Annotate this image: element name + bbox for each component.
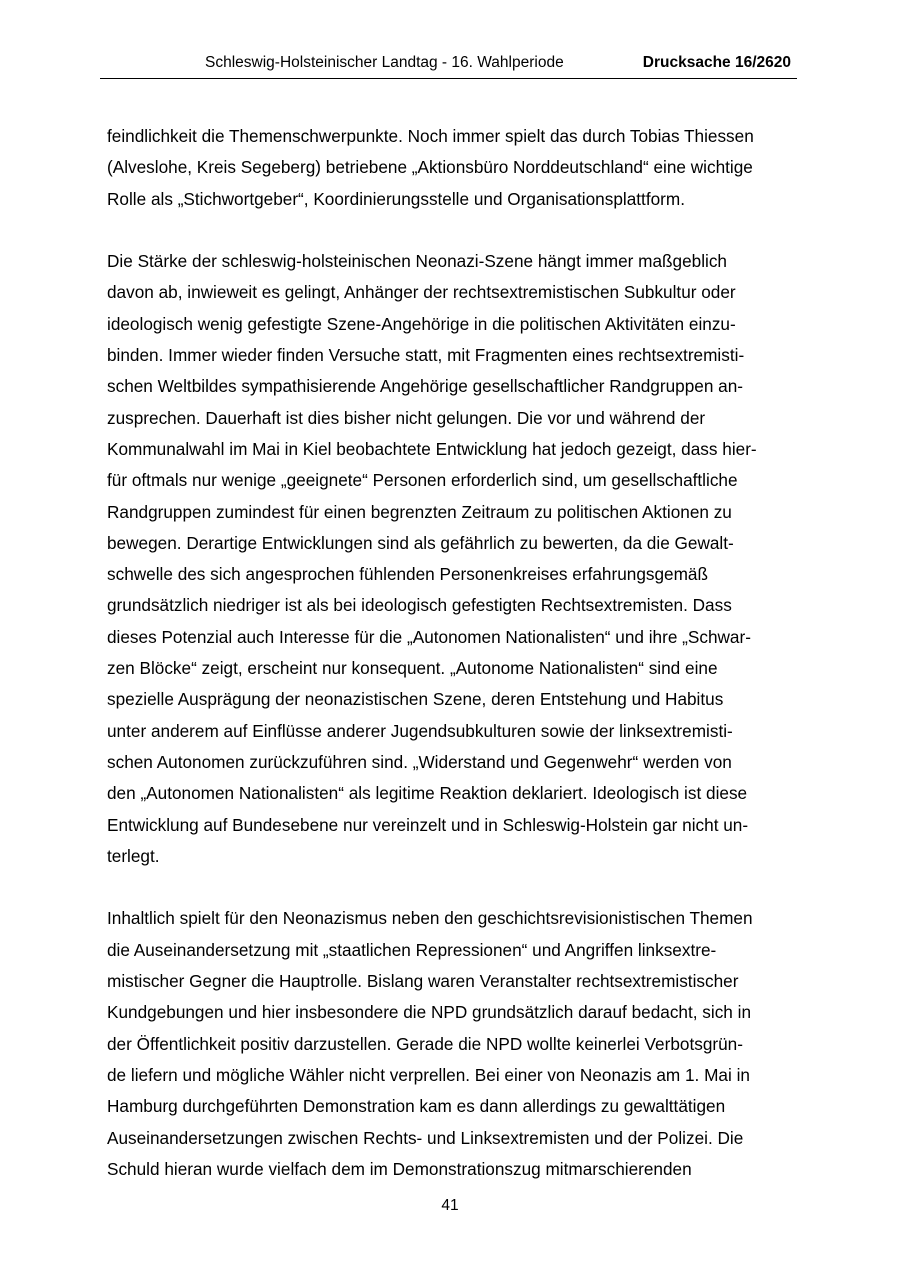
paragraph-2 [107,246,797,872]
text-line: die Auseinandersetzung mit „staatlichen Repressionen“ und Angriffen linksextre- [107,939,717,960]
text-line: Entwicklung auf Bundesebene nur vereinzelt und in Schleswig-Holstein gar nicht un- [107,814,749,835]
paragraph-gap [107,872,797,903]
text-line: Randgruppen zumindest für einen begrenzten Zeitraum zu politischen Aktionen zu [107,501,732,522]
text-line: feindlichkeit die Themenschwerpunkte. Noch immer spielt das durch Tobias Thiessen [107,126,754,146]
text-line: unter anderem auf Einflüsse anderer Jugendsubkulturen sowie der linksextremisti- [107,720,733,741]
text-line: schwelle des sich angesprochen fühlenden Personenkreises erfahrungsgemäß [107,564,708,585]
text-line: Schuld hieran wurde vielfach dem im Demonstrationszug mitmarschierenden [107,1158,692,1179]
text-line: spezielle Ausprägung der neonazistischen Szene, deren Entstehung und Habitus [107,689,724,710]
text-line: schen Autonomen zurückzuführen sind. „Widerstand und Gegenwehr“ werden von [107,751,732,772]
text-line: den „Autonomen Nationalisten“ als legitime Reaktion deklariert. Ideologisch ist diese [107,783,748,804]
text-line: grundsätzlich niedriger ist als bei ideologisch gefestigten Rechtsextremisten. Dass [107,595,732,616]
text-line: zusprechen. Dauerhaft ist dies bisher nicht gelungen. Die vor und während der [107,407,706,428]
document-body [107,121,797,1185]
page-header [100,52,797,79]
text-line: ideologisch wenig gefestigte Szene-Angehörige in die politischen Aktivitäten einzu- [107,313,736,334]
text-line: der Öffentlichkeit positiv darzustellen. Gerade die NPD wollte keinerlei Verbotsgrün- [107,1033,743,1054]
header-title: Schleswig-Holsteinischer Landtag - 16. Wahlperiode [205,54,564,71]
text-line: schen Weltbildes sympathisierende Angehörige gesellschaftlicher Randgruppen an- [107,376,744,397]
text-line: terlegt. [107,845,160,866]
paragraph-1 [107,121,797,215]
text-line: Auseinandersetzungen zwischen Rechts- und Linksextremisten und der Polizei. Die [107,1127,744,1148]
page-number: 41 [441,1197,459,1214]
text-line: für oftmals nur wenige „geeignete“ Personen erforderlich sind, um gesellschaftliche [107,470,738,491]
text-line: Die Stärke der schleswig-holsteinischen Neonazi-Szene hängt immer maßgeblich [107,251,727,272]
text-line: (Alveslohe, Kreis Segeberg) betriebene „Aktionsbüro Norddeutschland“ eine wichtige [107,157,753,178]
text-line: binden. Immer wieder finden Versuche statt, mit Fragmenten eines rechtsextremisti- [107,345,745,366]
paragraph-gap [107,215,797,246]
text-line: de liefern und mögliche Wähler nicht verprellen. Bei einer von Neonazis am 1. Mai in [107,1064,750,1085]
text-line: Inhaltlich spielt für den Neonazismus neben den geschichtsrevisionistischen Themen [107,908,753,929]
paragraph-3 [107,903,797,1185]
text-line: Hamburg durchgeführten Demonstration kam es dann allerdings zu gewalttätigen [107,1096,726,1117]
text-line: davon ab, inwieweit es gelingt, Anhänger der rechtsextremistischen Subkultur oder [107,282,736,303]
document-number: Drucksache 16/2620 [642,54,791,71]
text-line: Kommunalwahl im Mai in Kiel beobachtete Entwicklung hat jedoch gezeigt, dass hier- [107,438,757,459]
text-line: bewegen. Derartige Entwicklungen sind als gefährlich zu bewerten, da die Gewalt- [107,532,734,553]
text-line: mistischer Gegner die Hauptrolle. Bislang waren Veranstalter rechtsextremistischer [107,971,739,992]
text-line: Rolle als „Stichwortgeber“, Koordinierungsstelle und Organisationsplattform. [107,188,685,209]
text-line: zen Blöcke“ zeigt, erscheint nur konsequent. „Autonome Nationalisten“ sind eine [107,658,718,679]
text-line: dieses Potenzial auch Interesse für die „Autonomen Nationalisten“ und ihre „Schwar- [107,626,751,647]
text-line: Kundgebungen und hier insbesondere die NPD grundsätzlich darauf bedacht, sich in [107,1002,752,1023]
